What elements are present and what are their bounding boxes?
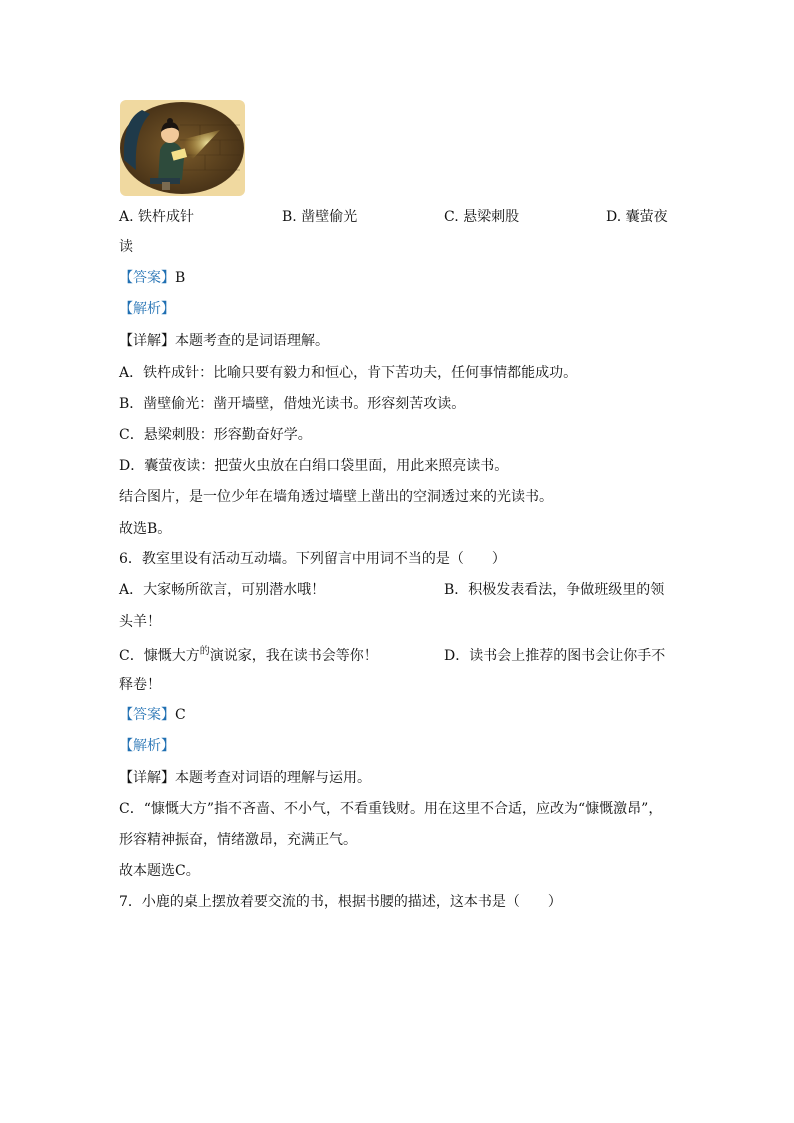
q5-option-d: D. 囊萤夜 bbox=[606, 209, 668, 225]
q5-option-b: B. 凿壁偷光 bbox=[282, 209, 358, 225]
reading-boy-illustration bbox=[120, 100, 245, 196]
answer-value: B bbox=[175, 270, 186, 286]
q6-option-c bbox=[119, 646, 378, 668]
q5-detail bbox=[119, 331, 329, 351]
q5-answer bbox=[119, 268, 185, 288]
q5-option-d-continued: 读 bbox=[119, 239, 133, 255]
detail-tag: 【详解】 bbox=[119, 770, 175, 786]
q6-option-c-post: 演说家，我在读书会等你！ bbox=[209, 648, 378, 664]
q6-final-choice: 故本题选C。 bbox=[119, 863, 200, 879]
q6-answer bbox=[119, 705, 186, 725]
q5-explain-b: B．凿壁偷光：凿开墙壁，借烛光读书。形容刻苦攻读。 bbox=[119, 396, 466, 412]
q5-final-choice: 故选B。 bbox=[119, 521, 172, 537]
q5-option-c: C. 悬梁刺股 bbox=[444, 209, 520, 225]
detail-text: 本题考查对词语的理解与运用。 bbox=[175, 770, 371, 786]
q5-explain-c: C．悬梁刺股：形容勤奋好学。 bbox=[119, 427, 312, 443]
q5-explain-d: D．囊萤夜读：把萤火虫放在白绢口袋里面，用此来照亮读书。 bbox=[119, 458, 509, 474]
answer-tag: 【答案】 bbox=[119, 707, 175, 723]
q6-option-b-continued: 头羊！ bbox=[119, 614, 161, 630]
detail-text: 本题考查的是词语理解。 bbox=[175, 333, 329, 349]
q6-option-b: B．积极发表看法，争做班级里的领 bbox=[444, 582, 665, 598]
q6-explain-line-2: 形容精神振奋，情绪激昂，充满正气。 bbox=[119, 832, 357, 848]
q5-conclusion: 结合图片，是一位少年在墙角透过墙壁上凿出的空洞透过来的光读书。 bbox=[119, 489, 553, 505]
illustration-image bbox=[120, 100, 245, 196]
q6-analysis-tag: 【解析】 bbox=[119, 738, 175, 754]
q6-option-c-pre: C．慷慨大方 bbox=[119, 648, 200, 664]
q5-explain-a: A．铁杵成针：比喻只要有毅力和恒心，肯下苦功夫，任何事情都能成功。 bbox=[119, 365, 578, 381]
q5-analysis-tag: 【解析】 bbox=[119, 301, 175, 317]
q6-stem: 6．教室里设有活动互动墙。下列留言中用词不当的是（ ） bbox=[119, 551, 506, 567]
answer-tag: 【答案】 bbox=[119, 270, 175, 286]
q6-option-d: D．读书会上推荐的图书会让你手不 bbox=[444, 648, 666, 664]
q6-option-a: A．大家畅所欲言，可别潜水哦！ bbox=[119, 582, 326, 598]
q7-stem: 7．小鹿的桌上摆放着要交流的书，根据书腰的描述，这本书是（ ） bbox=[119, 894, 562, 910]
q6-option-d-continued: 释卷！ bbox=[119, 677, 161, 693]
q6-option-c-sup: 的 bbox=[199, 646, 210, 657]
q6-detail bbox=[119, 768, 371, 788]
q5-option-a: A. 铁杵成针 bbox=[119, 209, 195, 225]
answer-value: C bbox=[175, 707, 186, 723]
detail-tag: 【详解】 bbox=[119, 333, 175, 349]
q6-explain-line-1: C．“慷慨大方”指不吝啬、不小气，不看重钱财。用在这里不合适，应改为“慷慨激昂”， bbox=[119, 801, 663, 817]
